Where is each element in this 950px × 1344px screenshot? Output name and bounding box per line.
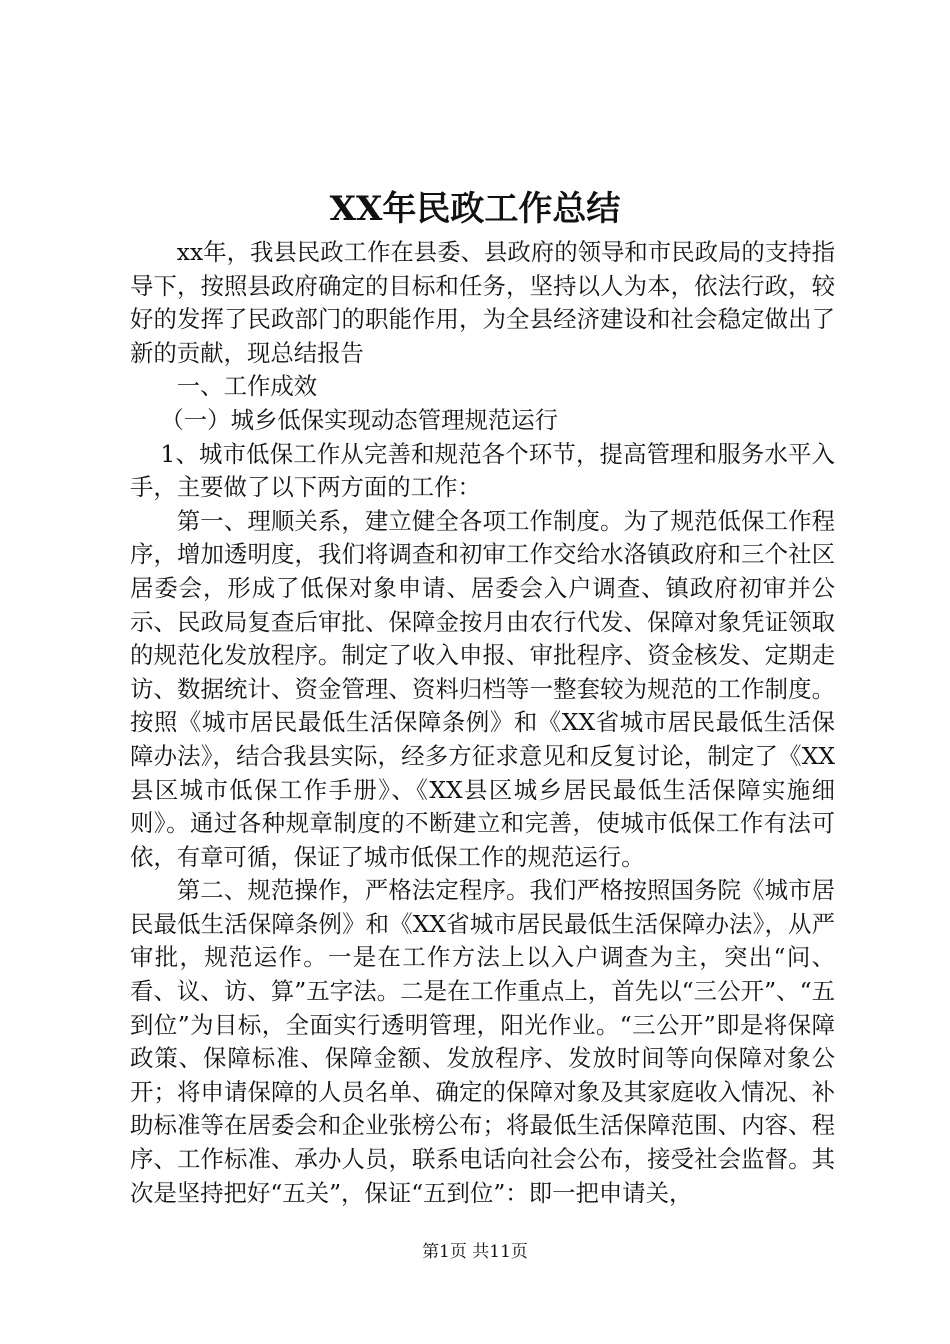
paragraph-first: 第一、理顺关系，建立健全各项工作制度。为了规范低保工作程序，增加透明度，我们将调查和初审工作交给水洛镇政府和三个社区居委会，形成了低保对象申请、居委会入户调查、镇政府初审并公示、民政局复查后审批、保障金按月由农行代发、保障对象凭证领取的规范化发放程序。制定了收入申报、审批程序、资金核发、定期走访、数据统计、资金管理、资料归档等一整套较为规范的工作制度。按照《城市居民最低生活保障条例》和《XX省城市居民最低生活保障办法》，结合我县实际，经多方征求意见和反复讨论，制定了《XX县区城市低保工作手册》、《XX县区城乡居民最低生活保障实施细则》。通过各种规章制度的不断建立和完善，使城市低保工作有法可依，有章可循，保证了城市低保工作的规范运行。: [130, 506, 835, 871]
paragraph-intro: xx年，我县民政工作在县委、县政府的领导和市民政局的支持指导下，按照县政府确定的目标和任务，坚持以人为本，依法行政，较好的发挥了民政部门的职能作用，为全县经济建设和社会稳定做出了新的贡献，现总结报告: [130, 238, 835, 367]
page-footer: 第1页 共11页: [422, 1242, 528, 1262]
heading-subsection-1: （一）城乡低保实现动态管理规范运行: [160, 405, 559, 434]
paragraph-second: 第二、规范操作，严格法定程序。我们严格按照国务院《城市居民最低生活保障条例》和《XX省城市居民最低生活保障办法》，从严审批，规范运作。一是在工作方法上以入户调查为主，突出“问、看、议、访、算”五字法。二是在工作重点上，首先以“三公开”、“五到位”为目标，全面实行透明管理，阳光作业。“三公开”即是将保障政策、保障标准、保障金额、发放程序、发放时间等向保障对象公开；将申请保障的人员名单、确定的保障对象及其家庭收入情况、补助标准等在居委会和企业张榜公布；将最低生活保障范围、内容、程序、工作标准、承办人员，联系电话向社会公布，接受社会监督。其次是坚持把好“五关”，保证“五到位”：即一把申请关，: [130, 876, 835, 1207]
heading-section-1: 一、工作成效: [176, 372, 318, 401]
document-body: [130, 236, 835, 1210]
document-title: XX年民政工作总结: [329, 189, 621, 229]
paragraph-item-1: 1、城市低保工作从完善和规范各个环节，提高管理和服务水平入手，主要做了以下两方面的工作：: [130, 439, 835, 502]
